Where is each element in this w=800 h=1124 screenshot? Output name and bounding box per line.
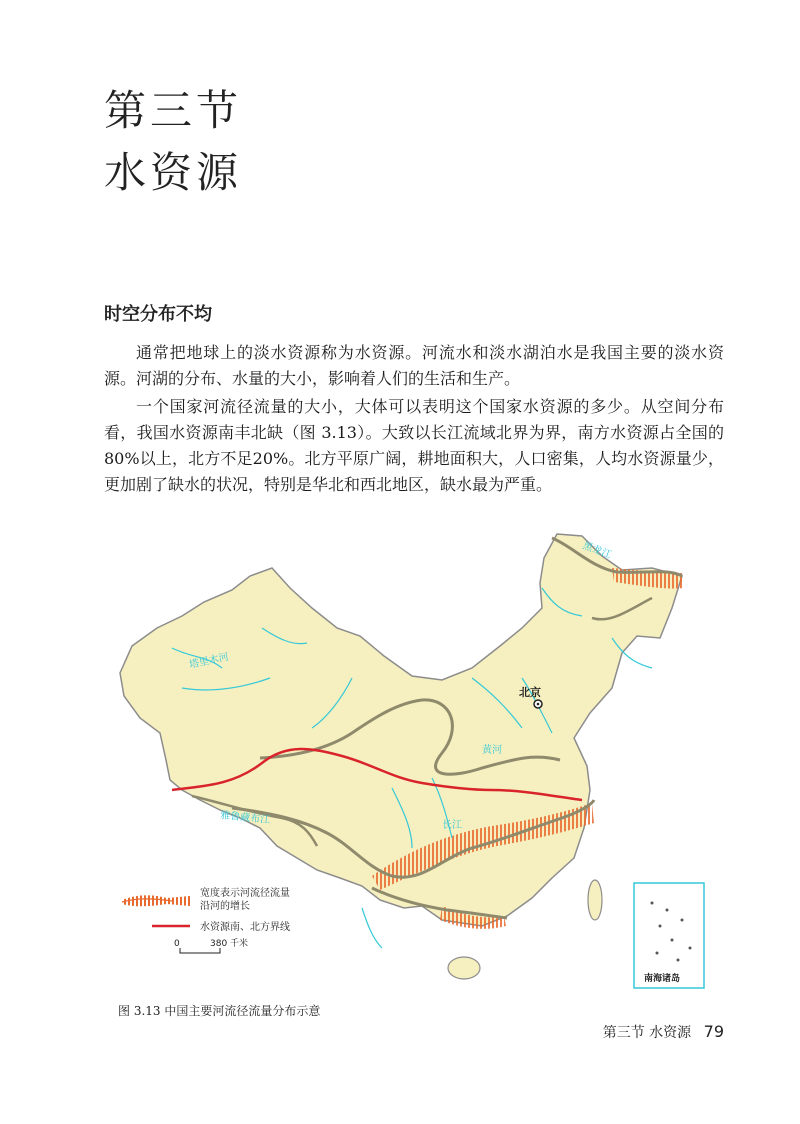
beijing-marker-dot [537, 703, 540, 706]
beijing-label: 北京 [519, 686, 541, 699]
paragraph-1: 通常把地球上的淡水资源称为水资源。河流水和淡水湖泊水是我国主要的淡水资源。河湖的分布、水量的大小，影响着人们的生活和生产。 [104, 343, 724, 388]
chapter-title [104, 80, 242, 204]
map-legend [122, 886, 290, 953]
body-text [104, 340, 724, 500]
legend-flow-symbol [122, 895, 190, 906]
label-yangtze-river: 长江 [442, 820, 462, 831]
legend-flow-label-2: 沿河的增长 [200, 901, 250, 912]
scale-value: 380 千米 [210, 939, 249, 949]
section-heading: 时空分布不均 [104, 304, 212, 325]
chapter-number: 第三节 [104, 86, 243, 135]
china-river-map [112, 528, 712, 993]
legend-flow-label-1: 宽度表示河流径流量 [200, 888, 290, 899]
page-number: 79 [703, 1022, 724, 1041]
footer-section-name: 第三节 水资源 [602, 1025, 692, 1041]
south-sea-inset-frame [634, 883, 704, 988]
hainan-island [448, 957, 480, 979]
label-yarlung-river: 雅鲁藏布江 [219, 810, 271, 827]
chapter-name: 水资源 [104, 148, 243, 197]
label-tarim-river: 塔里木河 [188, 651, 230, 671]
paragraph-2: 一个国家河流径流量的大小，大体可以表明这个国家水资源的多少。从空间分布看，我国水资源南丰北缺（图 3.13）。大致以长江流域北界为界，南方水资源占全国的80%以上，北方不足20%。北方平原广阔，耕地面积大，人口密集，人均水资源量少，更加剧了缺水的状况，特别是华北和西北地区，缺水最为严重。 [104, 397, 724, 494]
label-yellow-river: 黄河 [482, 745, 502, 756]
scale-zero: 0 [174, 939, 180, 949]
figure-caption: 图 3.13 中国主要河流径流量分布示意 [118, 1004, 321, 1018]
legend-boundary-label: 水资源南、北方界线 [200, 922, 290, 933]
label-heilongjiang: 黑龙江 [580, 540, 613, 562]
taiwan-island [588, 880, 602, 920]
south-sea-inset-label: 南海诸岛 [644, 974, 681, 984]
page-footer [603, 1022, 724, 1042]
